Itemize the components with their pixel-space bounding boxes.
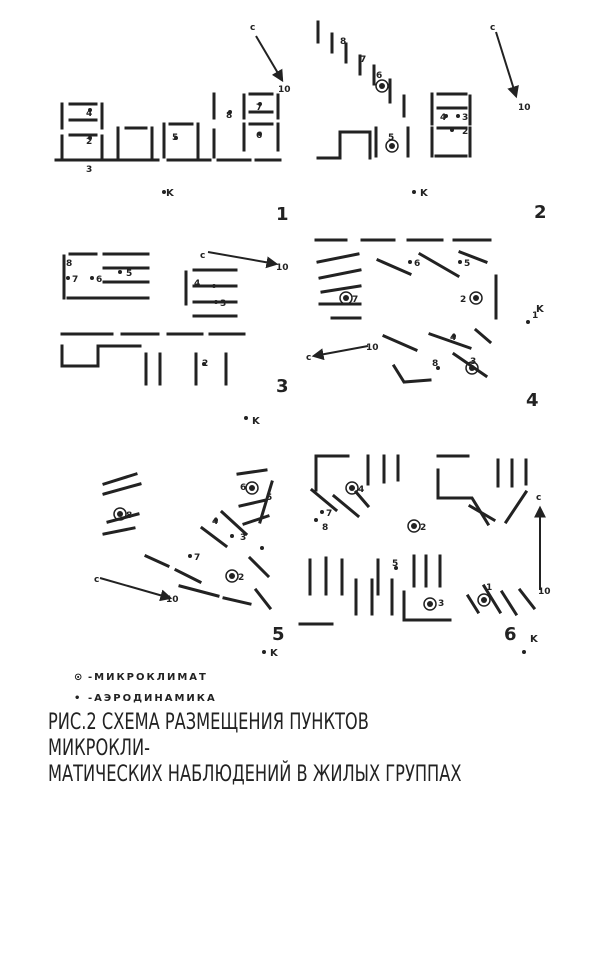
svg-text:c: c bbox=[250, 23, 256, 33]
svg-text:8: 8 bbox=[226, 111, 233, 121]
panel-number-5: 5 bbox=[272, 624, 285, 645]
svg-text:1: 1 bbox=[486, 583, 493, 593]
wind-arrow-3 bbox=[208, 252, 276, 264]
legend-aerodynamics: • -АЭРОДИНАМИКА bbox=[74, 693, 217, 704]
svg-text:2: 2 bbox=[86, 137, 93, 147]
svg-text:7: 7 bbox=[326, 509, 333, 519]
svg-text:8: 8 bbox=[66, 259, 73, 269]
svg-text:1: 1 bbox=[532, 311, 539, 321]
svg-text:c: c bbox=[490, 23, 496, 33]
svg-text:c: c bbox=[94, 575, 100, 585]
svg-text:2: 2 bbox=[202, 359, 209, 369]
svg-text:6: 6 bbox=[376, 71, 383, 81]
figure-caption: РИС.2 СХЕМА РАЗМЕЩЕНИЯ ПУНКТОВ МИКРОКЛИ- МАТИЧЕСКИХ НАБЛЮДЕНИЙ В ЖИЛЫХ ГРУППАХ bbox=[48, 710, 462, 787]
wind-arrow-4 bbox=[314, 346, 368, 356]
svg-text:c: c bbox=[306, 353, 312, 363]
svg-text:8: 8 bbox=[340, 37, 347, 47]
svg-text:6: 6 bbox=[256, 131, 263, 141]
svg-text:5: 5 bbox=[392, 559, 399, 569]
scheme-panel-3 bbox=[62, 254, 244, 384]
svg-text:4: 4 bbox=[194, 279, 201, 289]
svg-text:5: 5 bbox=[464, 259, 471, 269]
svg-text:4: 4 bbox=[440, 113, 447, 123]
ringed-dot-icon: ⊙ bbox=[74, 672, 85, 683]
svg-text:3: 3 bbox=[220, 299, 227, 309]
panel-number-6: 6 bbox=[504, 624, 517, 645]
svg-text:5: 5 bbox=[266, 493, 273, 503]
svg-text:7: 7 bbox=[352, 295, 359, 305]
wind-arrow-2 bbox=[496, 32, 516, 96]
wind-arrow-1 bbox=[256, 36, 282, 80]
svg-text:10: 10 bbox=[278, 85, 291, 95]
svg-text:4: 4 bbox=[358, 485, 365, 495]
legend-microclimate: ⊙ -МИКРОКЛИМАТ bbox=[74, 672, 208, 683]
svg-text:4: 4 bbox=[212, 517, 219, 527]
svg-text:5: 5 bbox=[172, 133, 179, 143]
panel-number-2: 2 bbox=[534, 202, 547, 223]
svg-text:K: K bbox=[252, 416, 260, 427]
svg-text:5: 5 bbox=[126, 269, 133, 279]
svg-text:3: 3 bbox=[240, 533, 247, 543]
panel-number-1: 1 bbox=[276, 204, 289, 225]
scheme-panel-1 bbox=[56, 94, 280, 160]
svg-text:7: 7 bbox=[194, 553, 201, 563]
svg-text:c: c bbox=[536, 493, 542, 503]
svg-text:8: 8 bbox=[126, 511, 133, 521]
svg-text:2: 2 bbox=[462, 127, 469, 137]
svg-text:6: 6 bbox=[414, 259, 421, 269]
svg-text:3: 3 bbox=[438, 599, 445, 609]
svg-text:4: 4 bbox=[450, 333, 457, 343]
panel-number-3: 3 bbox=[276, 376, 289, 397]
svg-text:K: K bbox=[530, 634, 538, 645]
svg-text:2: 2 bbox=[238, 573, 245, 583]
svg-text:8: 8 bbox=[322, 523, 329, 533]
wind-arrow-5 bbox=[100, 578, 170, 598]
svg-text:10: 10 bbox=[366, 343, 379, 353]
svg-text:2: 2 bbox=[460, 295, 467, 305]
svg-text:10: 10 bbox=[276, 263, 289, 273]
svg-text:6: 6 bbox=[240, 483, 247, 493]
svg-text:10: 10 bbox=[166, 595, 179, 605]
svg-text:K: K bbox=[420, 188, 428, 199]
svg-text:K: K bbox=[166, 188, 174, 199]
svg-text:10: 10 bbox=[518, 103, 531, 113]
svg-text:7: 7 bbox=[72, 275, 79, 285]
svg-text:c: c bbox=[200, 251, 206, 261]
svg-text:10: 10 bbox=[538, 587, 551, 597]
svg-text:K: K bbox=[536, 304, 544, 315]
scheme-panel-6 bbox=[300, 456, 534, 624]
panel-number-4: 4 bbox=[526, 390, 539, 411]
svg-text:5: 5 bbox=[388, 133, 395, 143]
svg-text:3: 3 bbox=[462, 113, 469, 123]
svg-text:K: K bbox=[270, 648, 278, 659]
svg-text:3: 3 bbox=[470, 357, 477, 367]
svg-text:3: 3 bbox=[86, 165, 93, 175]
dot-icon: • bbox=[74, 693, 83, 704]
svg-text:7: 7 bbox=[256, 103, 263, 113]
svg-text:2: 2 bbox=[420, 523, 427, 533]
svg-text:4: 4 bbox=[86, 109, 93, 119]
svg-text:6: 6 bbox=[96, 275, 103, 285]
svg-text:7: 7 bbox=[360, 55, 367, 65]
svg-text:8: 8 bbox=[432, 359, 439, 369]
